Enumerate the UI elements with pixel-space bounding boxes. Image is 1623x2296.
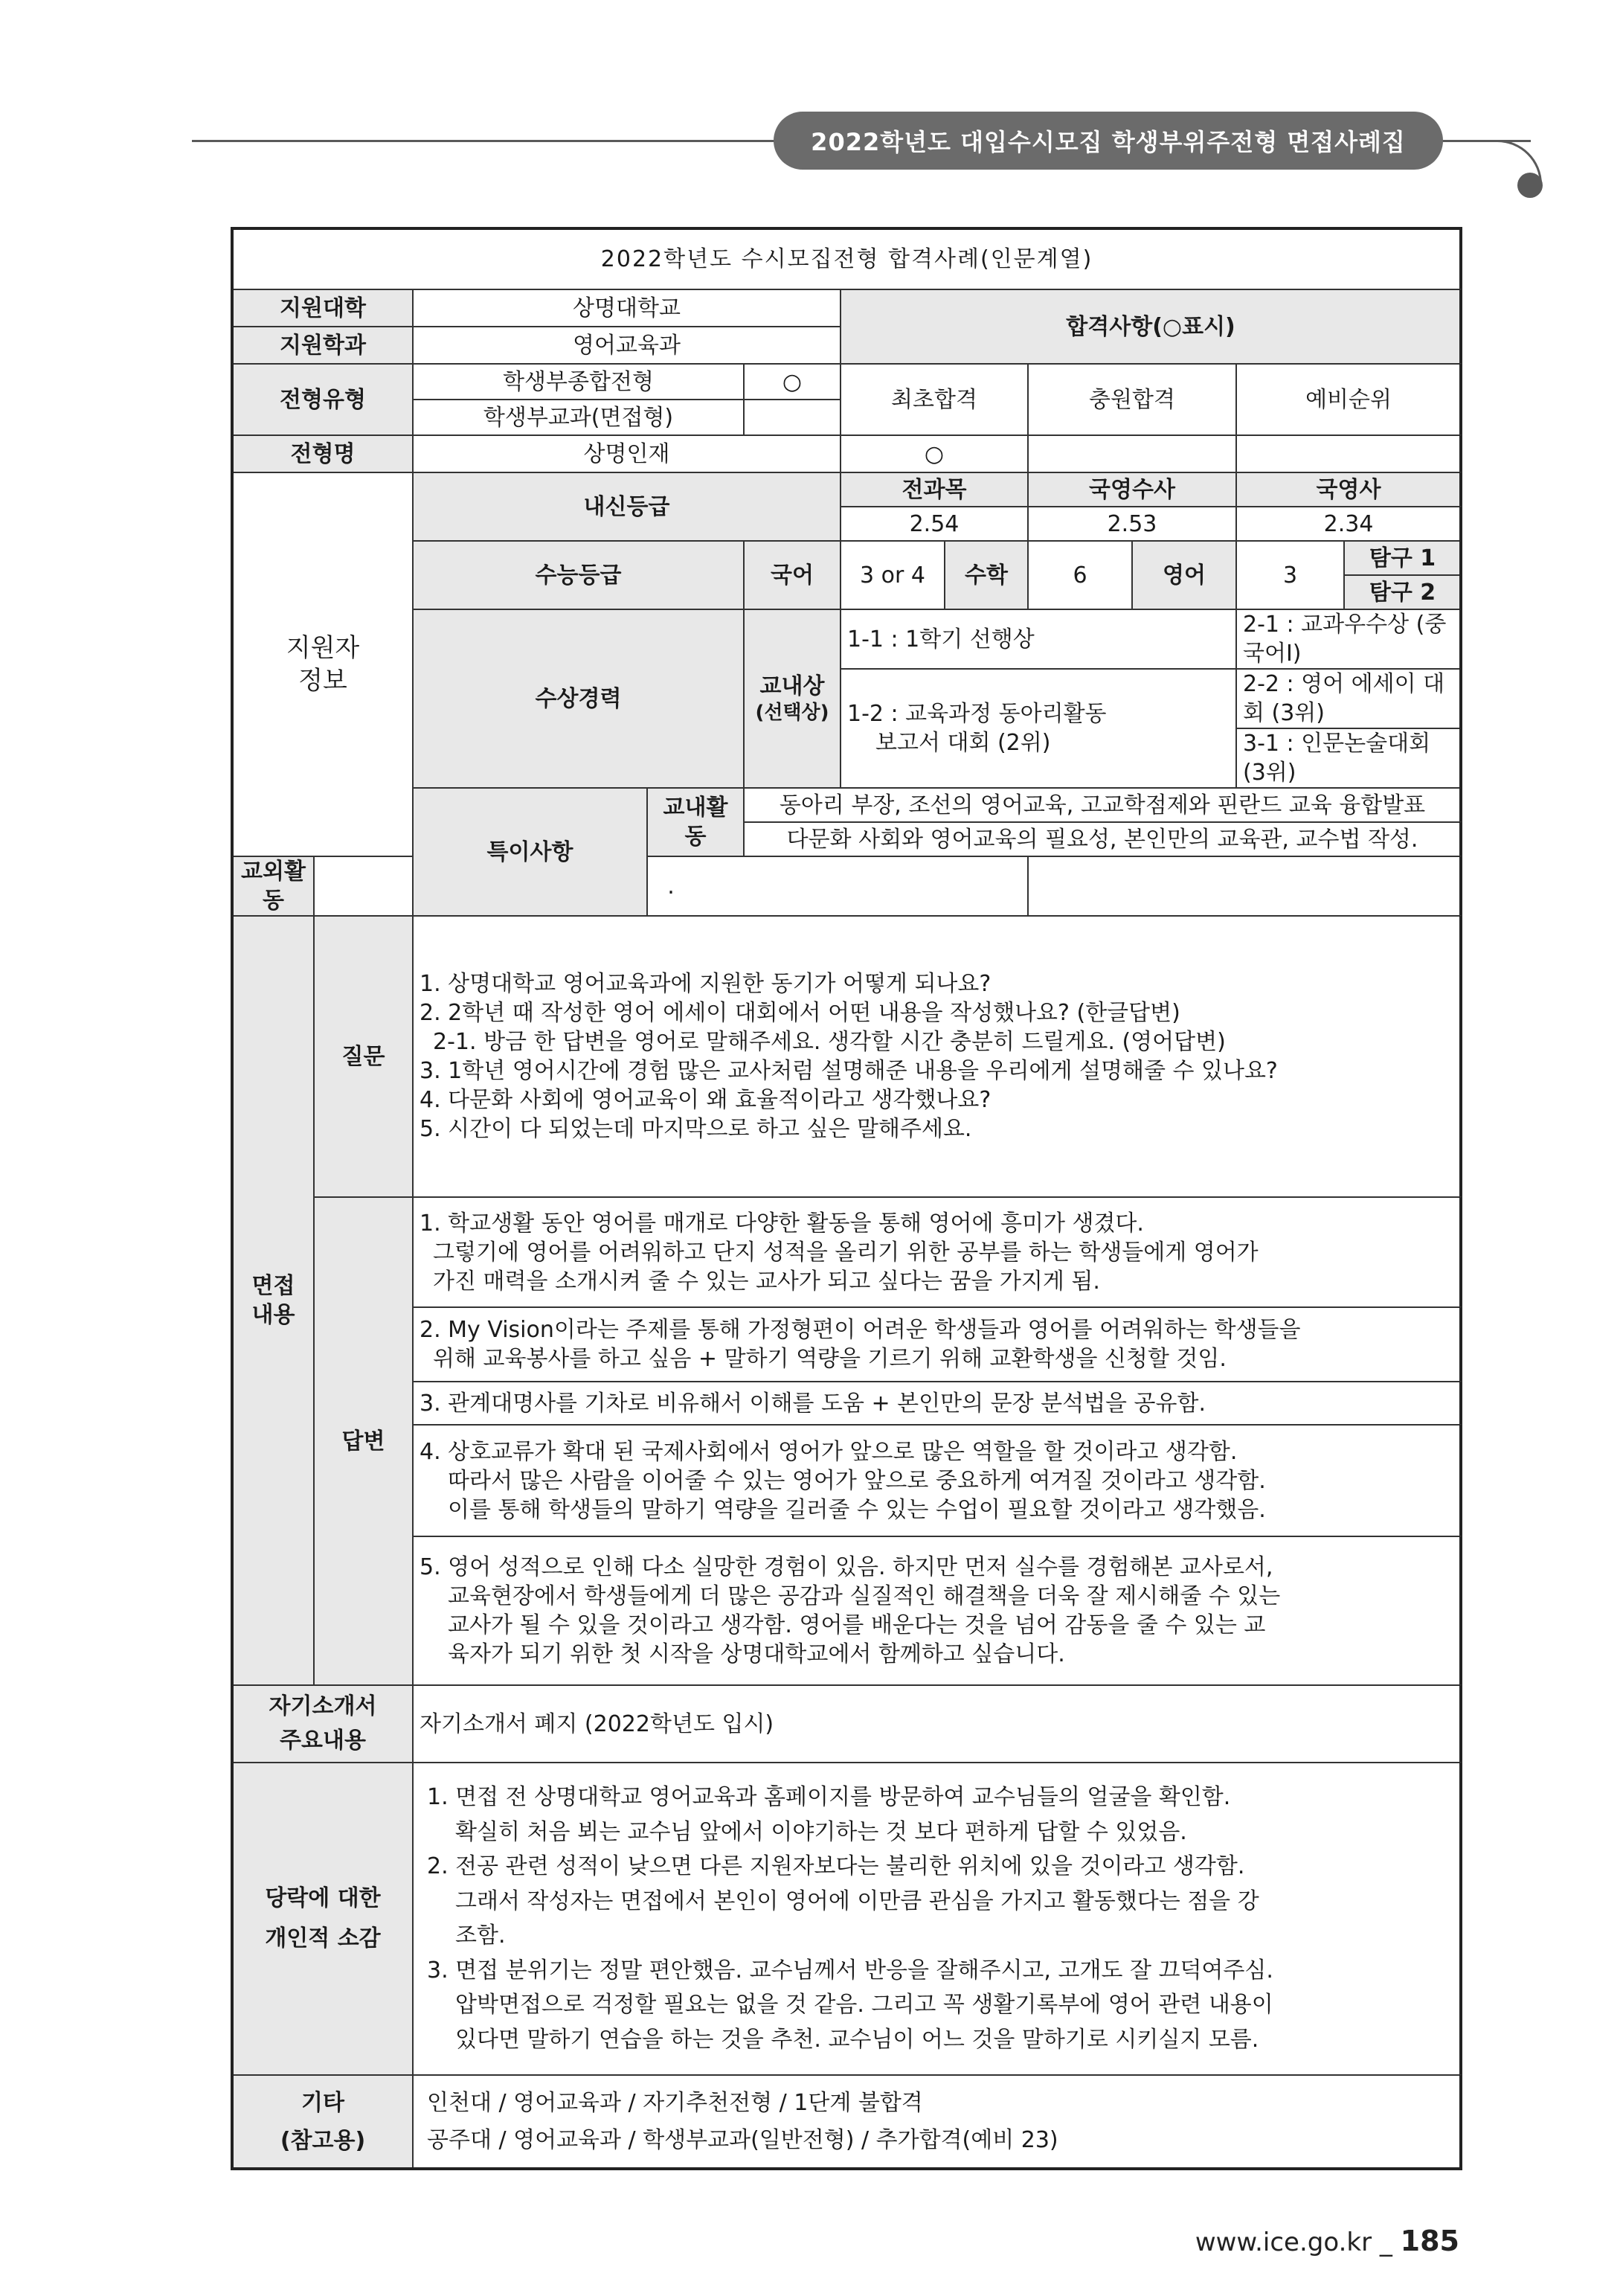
gpa-val-all: 2.54 xyxy=(841,507,1028,541)
out-school-value: . xyxy=(314,856,1028,916)
result-col-extra: 충원합격 xyxy=(1028,364,1236,435)
page-number: 185 xyxy=(1400,2225,1459,2257)
award-1-2-line2: 보고서 대회 (2위) xyxy=(875,730,1051,756)
etc-label: 기타 (참고용) xyxy=(232,2075,413,2169)
answer-1-line3: 가진 매력을 소개시켜 줄 수 있는 교사가 되고 싶다는 꿈을 가지게 됨. xyxy=(433,1268,1100,1295)
answer-5-line1: 5. 영어 성적으로 인해 다소 실망한 경험이 있음. 하지만 먼저 실수를 경험해본 교사로서, xyxy=(420,1554,1273,1580)
answer-2-line1: 2. My Vision이라는 주제를 통해 가정형편이 어려운 학생들과 영어를 어려워하는 학생들을 xyxy=(420,1317,1301,1343)
name-label: 전형명 xyxy=(232,435,413,472)
answer-4 xyxy=(413,1425,1461,1536)
award-1-2 xyxy=(841,669,1236,788)
gpa-col-kems: 국영수사 xyxy=(1028,472,1236,507)
essay-label: 자기소개서 주요내용 xyxy=(232,1685,413,1763)
header-title: 2022학년도 대입수시모집 학생부위주전형 면접사례집 xyxy=(774,112,1443,170)
type-label: 전형유형 xyxy=(232,364,413,435)
award-2-2: 2-2 : 영어 에세이 대회 (3위) xyxy=(1236,669,1461,728)
interview-label: 면접 내용 xyxy=(232,916,314,1685)
dept-label: 지원학과 xyxy=(232,327,413,364)
answer-label: 답변 xyxy=(314,1197,413,1685)
csat-english-label: 영어 xyxy=(1132,541,1236,609)
csat-math: 6 xyxy=(1028,541,1132,609)
univ-value: 상명대학교 xyxy=(413,289,841,327)
awards-sub-title: 교내상 xyxy=(759,673,825,699)
opinion-3: 3. 면접 분위기는 정말 편안했음. 교수님께서 반응을 잘해주시고, 고개도 잘 끄덕여주심. xyxy=(427,1957,1273,1984)
awards-label: 수상경력 xyxy=(413,609,744,788)
answer-4-line3: 이를 통해 학생들의 말하기 역량을 길러줄 수 있는 수업이 필요할 것이라고 생각했음. xyxy=(448,1496,1266,1523)
type-opt2-mark xyxy=(744,400,841,435)
result-mark-extra xyxy=(1028,435,1236,472)
answer-3-line1: 3. 관계대명사를 기차로 비유해서 이해를 도움 + 본인만의 문장 분석법을 공유함. xyxy=(420,1390,1206,1417)
question-1: 1. 상명대학교 영어교육과에 지원한 동기가 어떻게 되나요? xyxy=(420,971,992,997)
header-dot xyxy=(1517,173,1543,198)
gpa-val-kes: 2.34 xyxy=(1236,507,1461,541)
in-school-2: 다문화 사회와 영어교육의 필요성, 본인만의 교육관, 교수법 작성. xyxy=(744,822,1461,856)
opinion-3-cont: 압박면접으로 걱정할 필요는 없을 것 같음. 그리고 꼭 생활기록부에 영어 관련 내용이 xyxy=(455,1992,1273,2018)
case-table xyxy=(231,227,1462,2170)
in-school-1: 동아리 부장, 조선의 영어교육, 고교학점제와 핀란드 교육 융합발표 xyxy=(744,788,1461,822)
result-col-first: 최초합격 xyxy=(841,364,1028,435)
opinion-1: 1. 면접 전 상명대학교 영어교육과 홈페이지를 방문하여 교수님들의 얼굴을 확인함. xyxy=(427,1784,1231,1810)
etc-2: 공주대 / 영어교육과 / 학생부교과(일반전형) / 추가합격(예비 23) xyxy=(427,2126,1058,2153)
csat-label: 수능등급 xyxy=(413,541,744,609)
answer-5-line3: 교사가 될 수 있을 것이라고 생각함. 영어를 배운다는 것을 넘어 감동을 줄 수 있는 교 xyxy=(448,1612,1266,1638)
answer-5-line4: 육자가 되기 위한 첫 시작을 상명대학교에서 함께하고 싶습니다. xyxy=(448,1641,1065,1667)
award-2-1: 2-1 : 교과우수상 (중국어Ⅰ) xyxy=(1236,609,1461,669)
result-mark-first: ○ xyxy=(841,435,1028,472)
award-1-1: 1-1 : 1학기 선행상 xyxy=(841,609,1236,669)
out-school-label: 교외활동 xyxy=(232,856,314,916)
award-1-2-line1: 1-2 : 교육과정 동아리활동 xyxy=(847,701,1107,727)
univ-label: 지원대학 xyxy=(232,289,413,327)
question-3: 3. 1학년 영어시간에 경험 많은 교사처럼 설명해준 내용을 우리에게 설명해줄 수 있나요? xyxy=(420,1058,1278,1084)
answer-3 xyxy=(413,1382,1461,1425)
csat-t2-label: 탐구 2 xyxy=(1344,575,1461,609)
answer-5 xyxy=(413,1536,1461,1685)
type-opt1-mark: ○ xyxy=(744,364,841,400)
gpa-col-kes: 국영사 xyxy=(1236,472,1461,507)
answer-1-line2: 그렇기에 영어를 어려워하고 단지 성적을 올리기 위한 공부를 하는 학생들에게 영어가 xyxy=(433,1239,1259,1266)
opinion-2-cont2: 조함. xyxy=(455,1923,506,1949)
name-value: 상명인재 xyxy=(413,435,841,472)
result-header: 합격사항(○표시) xyxy=(841,289,1461,364)
answer-4-line1: 4. 상호교류가 확대 된 국제사회에서 영어가 앞으로 많은 역할을 할 것이라고 생각함. xyxy=(420,1438,1238,1465)
special-label: 특이사항 xyxy=(413,788,647,916)
result-mark-waitlist xyxy=(1236,435,1461,472)
award-3-1: 3-1 : 인문논술대회 (3위) xyxy=(1236,728,1461,788)
csat-english: 3 xyxy=(1236,541,1344,609)
etc-1: 인천대 / 영어교육과 / 자기추천전형 / 1단계 불합격 xyxy=(427,2090,923,2116)
essay-value: 자기소개서 폐지 (2022학년도 입시) xyxy=(413,1685,1461,1763)
answer-5-line2: 교육현장에서 학생들에게 더 많은 공감과 실질적인 해결책을 더욱 잘 제시해줄 수 있는 xyxy=(448,1583,1281,1609)
question-4: 4. 다문화 사회에 영어교육이 왜 효율적이라고 생각했나요? xyxy=(420,1087,992,1113)
gpa-label: 내신등급 xyxy=(413,472,841,541)
csat-t1-label: 탐구 1 xyxy=(1344,541,1461,575)
table-title: 2022학년도 수시모집전형 합격사례(인문계열) xyxy=(232,228,1461,289)
answer-2 xyxy=(413,1307,1461,1382)
gpa-val-kems: 2.53 xyxy=(1028,507,1236,541)
answer-1 xyxy=(413,1197,1461,1307)
question-list xyxy=(413,916,1461,1197)
opinion-3-cont2: 있다면 말하기 연습을 하는 것을 추천. 교수님이 어느 것을 말하기로 시키실지 모름. xyxy=(455,2026,1259,2053)
footer-site: www.ice.go.kr _ xyxy=(1195,2228,1401,2257)
awards-sub-note: (선택상) xyxy=(755,701,829,724)
dept-value: 영어교육과 xyxy=(413,327,841,364)
opinion-list xyxy=(413,1763,1461,2075)
csat-math-label: 수학 xyxy=(945,541,1028,609)
question-2-1: 2-1. 방금 한 답변을 영어로 말해주세요. 생각할 시간 충분히 드릴게요. (영어답변) xyxy=(433,1029,1226,1055)
opinion-2-cont: 그래서 작성자는 면접에서 본인이 영어에 이만큼 관심을 가지고 활동했다는 점을 강 xyxy=(455,1888,1259,1914)
opinion-1-cont: 확실히 처음 뵈는 교수님 앞에서 이야기하는 것 보다 편하게 답할 수 있었음. xyxy=(455,1818,1187,1845)
question-label: 질문 xyxy=(314,916,413,1197)
type-opt2: 학생부교과(면접형) xyxy=(413,400,744,435)
etc-list xyxy=(413,2075,1461,2169)
opinion-2: 2. 전공 관련 성적이 낮으면 다른 지원자보다는 불리한 위치에 있을 것이라고 생각함. xyxy=(427,1853,1245,1879)
question-2: 2. 2학년 때 작성한 영어 에세이 대회에서 어떤 내용을 작성했나요? (한글답변) xyxy=(420,1000,1180,1026)
opinion-label: 당락에 대한 개인적 소감 xyxy=(232,1763,413,2075)
question-5: 5. 시간이 다 되었는데 마지막으로 하고 싶은 말해주세요. xyxy=(420,1116,972,1142)
gpa-col-all: 전과목 xyxy=(841,472,1028,507)
answer-2-line2: 위해 교육봉사를 하고 싶음 + 말하기 역량을 기르기 위해 교환학생을 신청할 것임. xyxy=(433,1346,1227,1372)
result-col-waitlist: 예비순위 xyxy=(1236,364,1461,435)
in-school-label: 교내활동 xyxy=(647,788,744,856)
applicant-label: 지원자 정보 xyxy=(232,472,413,856)
answer-4-line2: 따라서 많은 사람을 이어줄 수 있는 영어가 앞으로 중요하게 여겨질 것이라고 생각함. xyxy=(448,1467,1266,1494)
page-footer xyxy=(1195,2225,1459,2257)
type-opt1: 학생부종합전형 xyxy=(413,364,744,400)
answer-1-line1: 1. 학교생활 동안 영어를 매개로 다양한 활동을 통해 영어에 흥미가 생겼다. xyxy=(420,1210,1144,1237)
csat-korean: 3 or 4 xyxy=(841,541,945,609)
awards-sub xyxy=(744,609,841,788)
csat-korean-label: 국어 xyxy=(744,541,841,609)
